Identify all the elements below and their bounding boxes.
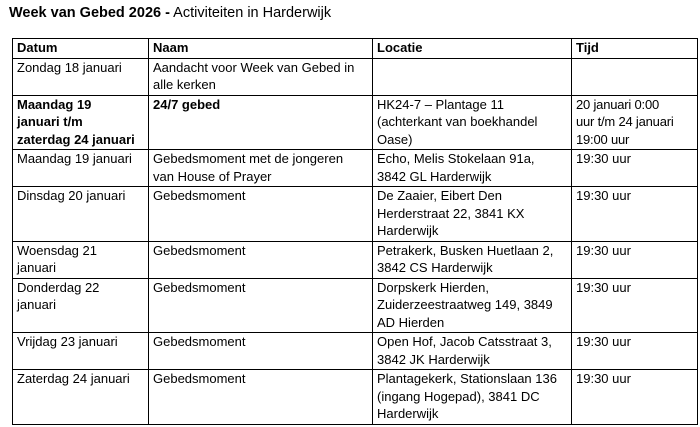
cell-line: Dorpskerk Hierden, <box>377 279 489 295</box>
cell-datum <box>13 333 149 370</box>
cell-line: Gebedsmoment <box>153 279 246 295</box>
cell-line: 19:00 uur <box>576 131 630 147</box>
cell-naam <box>149 95 373 150</box>
cell-line: van House of Prayer <box>153 168 272 184</box>
cell-line: Maandag 19 januari <box>17 151 132 166</box>
cell-locatie <box>373 241 572 278</box>
cell-line: Gebedsmoment met de jongeren <box>153 151 344 166</box>
cell-line: 19:30 uur <box>576 151 631 166</box>
cell-locatie <box>373 333 572 370</box>
cell-naam <box>149 187 373 242</box>
cell-line: alle kerken <box>153 77 216 92</box>
header-naam: Naam <box>149 39 373 59</box>
cell-datum <box>13 241 149 278</box>
cell-line: Harderwijk <box>377 406 439 421</box>
cell-datum <box>13 95 149 150</box>
cell-tijd <box>572 187 698 242</box>
cell-line: zaterdag 24 januari <box>17 131 135 147</box>
cell-line: 3842 CS Harderwijk <box>377 260 493 275</box>
cell-line: Oase) <box>377 131 413 147</box>
table-header-row <box>13 39 698 59</box>
cell-line: 19:30 uur <box>576 279 631 295</box>
header-locatie: Locatie <box>373 39 572 59</box>
cell-line: Gebedsmoment <box>153 334 246 349</box>
cell-line: Dinsdag 20 januari <box>17 188 126 203</box>
cell-line: Donderdag 22 <box>17 279 100 295</box>
table-row <box>13 187 698 242</box>
cell-naam <box>149 333 373 370</box>
cell-line: januari t/m <box>17 114 83 129</box>
cell-line: (achterkant van boekhandel <box>377 114 538 129</box>
cell-locatie <box>373 95 572 150</box>
cell-datum <box>13 370 149 425</box>
cell-locatie <box>373 187 572 242</box>
cell-line: Echo, Melis Stokelaan 91a, <box>377 151 535 166</box>
cell-line: Petrakerk, Busken Huetlaan 2, <box>377 242 554 258</box>
cell-line: Maandag 19 <box>17 96 92 112</box>
cell-tijd <box>572 150 698 187</box>
cell-line: Gebedsmoment <box>153 371 246 386</box>
cell-datum <box>13 58 149 95</box>
table-row <box>13 241 698 278</box>
cell-line: Woensdag 21 <box>17 242 97 258</box>
cell-line: 3842 GL Harderwijk <box>377 168 492 184</box>
header-tijd: Tijd <box>572 39 698 59</box>
cell-line: Zuiderzeestraatweg 149, 3849 <box>377 297 553 312</box>
cell-line: Herderstraat 22, 3841 KX <box>377 205 525 221</box>
cell-line: (ingang Hogepad), 3841 DC <box>377 388 540 404</box>
cell-line: AD Hierden <box>377 314 445 330</box>
cell-tijd <box>572 333 698 370</box>
cell-line: Aandacht voor Week van Gebed in <box>153 59 355 75</box>
cell-line: HK24-7 – Plantage 11 <box>377 96 504 112</box>
cell-line: 19:30 uur <box>576 371 631 386</box>
table-row <box>13 333 698 370</box>
cell-line: Vrijdag 23 januari <box>17 334 118 349</box>
table-row <box>13 278 698 333</box>
cell-line: Zondag 18 januari <box>17 59 122 75</box>
cell-line: 19:30 uur <box>576 334 631 349</box>
cell-line: Gebedsmoment <box>153 242 246 258</box>
table-row <box>13 150 698 187</box>
cell-line: Harderwijk <box>377 223 439 238</box>
cell-line: 24/7 gebed <box>153 96 221 112</box>
cell-tijd <box>572 278 698 333</box>
cell-line: Gebedsmoment <box>153 188 246 203</box>
cell-tijd <box>572 241 698 278</box>
cell-naam <box>149 150 373 187</box>
cell-line: De Zaaier, Eibert Den <box>377 188 503 203</box>
page-title <box>9 4 331 22</box>
cell-datum <box>13 150 149 187</box>
title-subtitle: Activiteiten in Harderwijk <box>173 5 332 21</box>
cell-line: 19:30 uur <box>576 242 631 258</box>
cell-line: 20 januari 0:00 <box>576 96 660 112</box>
cell-line: Zaterdag 24 januari <box>17 371 130 386</box>
table-body <box>13 58 698 424</box>
cell-line: Open Hof, Jacob Catsstraat 3, <box>377 334 552 349</box>
table-row <box>13 58 698 95</box>
schedule-table <box>12 38 698 425</box>
cell-locatie <box>373 150 572 187</box>
cell-locatie <box>373 58 572 95</box>
cell-datum <box>13 187 149 242</box>
cell-line: 19:30 uur <box>576 188 631 203</box>
cell-tijd <box>572 95 698 150</box>
cell-line: januari <box>17 297 57 312</box>
cell-datum <box>13 278 149 333</box>
cell-naam <box>149 58 373 95</box>
cell-locatie <box>373 278 572 333</box>
header-datum: Datum <box>13 39 149 59</box>
table-row <box>13 370 698 425</box>
cell-naam <box>149 241 373 278</box>
cell-line: Plantagekerk, Stationslaan 136 <box>377 371 557 386</box>
table-row <box>13 95 698 150</box>
cell-line: uur t/m 24 januari <box>576 114 674 129</box>
cell-tijd <box>572 370 698 425</box>
cell-line: 3842 JK Harderwijk <box>377 351 490 367</box>
title-bold: Week van Gebed 2026 - <box>9 5 170 21</box>
cell-naam <box>149 278 373 333</box>
cell-naam <box>149 370 373 425</box>
cell-line: januari <box>17 260 57 275</box>
cell-tijd <box>572 58 698 95</box>
cell-locatie <box>373 370 572 425</box>
